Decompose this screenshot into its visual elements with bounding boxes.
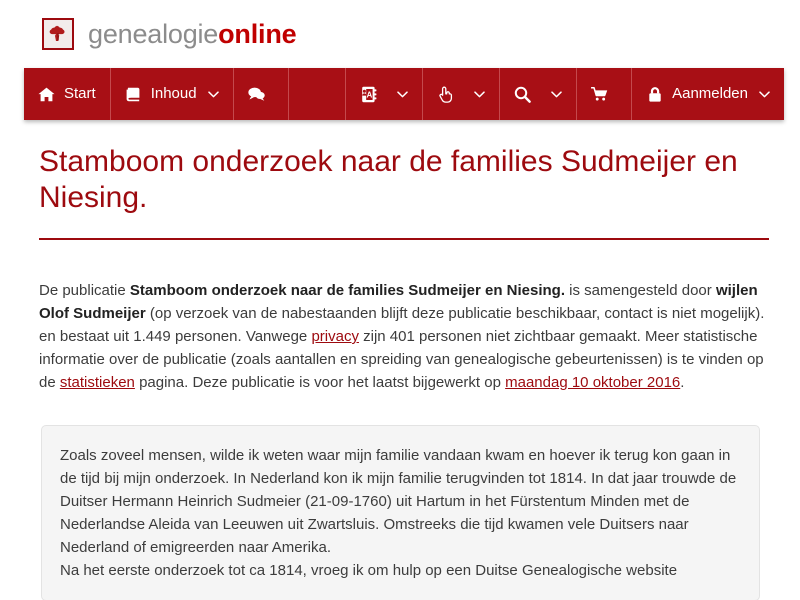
nav-label-start: Start [64, 85, 96, 102]
nav-item-aanmelden[interactable] [632, 68, 784, 120]
comments-icon [248, 86, 265, 103]
site-title[interactable] [88, 19, 296, 49]
nav-item-reacties[interactable] [234, 68, 289, 120]
intro-text-5: pagina. Deze publicatie is voor het laatst bijgewerkt op [134, 374, 506, 391]
search-icon [514, 86, 531, 103]
chevron-down-icon [397, 89, 408, 100]
chevron-down-icon [474, 89, 485, 100]
nav-item-inhoud[interactable] [111, 68, 234, 120]
nav-label-inhoud: Inhoud [150, 85, 197, 102]
brand-name-secondary: online [218, 19, 297, 49]
chevron-down-icon [759, 89, 770, 100]
brand-name-primary: genealogie [88, 19, 219, 49]
address-book-icon [360, 86, 377, 103]
nav-label-aanmelden: Aanmelden [672, 85, 748, 102]
quote-paragraph-2: Na het eerste onderzoek tot ca 1814, vroeg ik om hulp op een Duitse Genealogische website [60, 562, 678, 579]
page-title: Stamboom onderzoek naar de families Sudmeijer en Niesing. [39, 145, 738, 214]
nav-spacer [289, 68, 347, 120]
chevron-down-icon [551, 89, 562, 100]
intro-text-4: zijn 401 personen niet zichtbaar gemaakt. Meer statistische informatie over de publicatie (zoals aantallen en spreiding van genealogische gebeurtenissen) is te vinden op de [39, 328, 764, 391]
home-icon [38, 86, 55, 103]
publication-intro-paragraph [39, 279, 769, 394]
intro-text-6: . [680, 374, 685, 391]
nav-item-start[interactable] [24, 68, 111, 120]
nav-item-winkelwagen[interactable] [577, 68, 632, 120]
statistieken-link[interactable]: statistieken [59, 374, 135, 391]
last-updated-link[interactable]: maandag 10 oktober 2016 [505, 374, 681, 391]
intro-text-1: De publicatie [39, 282, 130, 299]
nav-item-publicaties[interactable] [423, 68, 500, 120]
page-container [24, 0, 784, 600]
quote-paragraph-1: Zoals zoveel mensen, wilde ik weten waar mijn familie vandaan kwam en hoever ik terug kon gaan in de tijd bij mijn onderzoek. In Nederland kon ik mijn familie terugvinden tot 1814. In dat jaar trouwde de Duitser Hermann Heinrich Sudmeier (21-09-1760) uit Hartum in het Fürstentum Minden met de Nederlandse Aleida van Leeuwen uit Zwartsluis. Omstreeks die tijd kwamen vele Duitsers naar Nederland of emigreerden naar Amerika. [60, 447, 737, 556]
chevron-down-icon [208, 89, 219, 100]
publication-name: Stamboom onderzoek naar de families Sudmeijer en Niesing. [129, 282, 566, 299]
svg-text:A: A [366, 89, 372, 99]
description-blockquote [41, 425, 760, 600]
intro-text-3: (op verzoek van de nabestaanden blijft deze publicatie beschikbaar, contact is niet mogelijk). en bestaat uit 1.449 personen. Vanwege [39, 305, 765, 345]
tree-icon[interactable] [42, 18, 74, 50]
book-icon [125, 86, 142, 103]
main-navigation [24, 68, 784, 120]
intro-text-2: is samengesteld door [565, 282, 716, 299]
privacy-link[interactable]: privacy [311, 328, 359, 345]
main-content [24, 144, 784, 600]
site-header [24, 0, 784, 68]
lock-icon [646, 86, 663, 103]
nav-item-personen[interactable] [346, 68, 423, 120]
shopping-cart-icon [591, 86, 608, 103]
author-name: wijlen Olof Sudmeijer [39, 282, 758, 322]
hand-pointer-icon [437, 86, 454, 103]
title-divider [39, 238, 769, 240]
nav-item-zoeken[interactable] [500, 68, 577, 120]
